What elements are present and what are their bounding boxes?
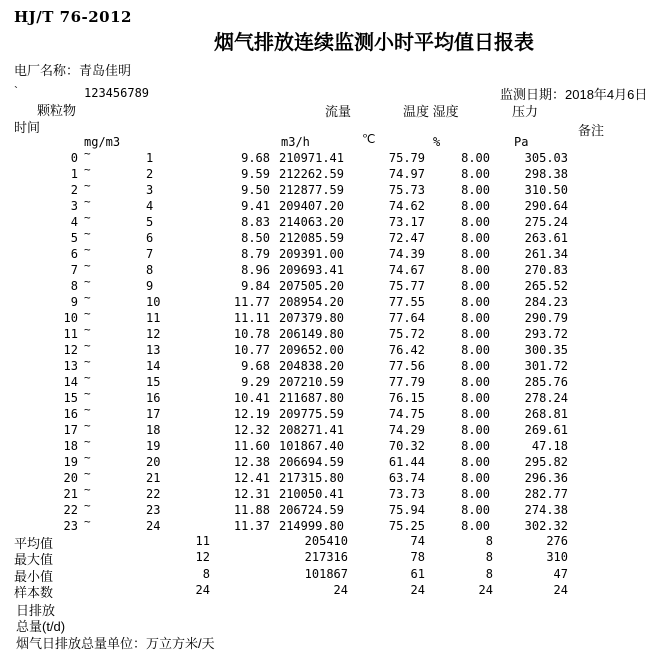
table-row	[0, 387, 664, 406]
hour-start: 23	[63, 519, 78, 533]
summary-humidity-value: 8	[485, 550, 493, 565]
tilde-mark: ~	[84, 515, 91, 528]
hour-end: 21	[146, 471, 161, 485]
tilde-mark: ~	[84, 387, 91, 400]
humidity-value: 8.00	[461, 391, 490, 405]
flow-value: 212262.59	[278, 167, 344, 181]
table-row	[0, 323, 664, 342]
tilde-mark: ~	[84, 227, 91, 240]
col-header-pressure: 压力	[512, 104, 539, 119]
table-row	[0, 403, 664, 422]
tilde-mark: ~	[84, 307, 91, 320]
hour-end: 4	[146, 199, 154, 213]
hour-end: 19	[146, 439, 161, 453]
col-header-time: 时间	[14, 120, 41, 135]
pm-value: 8.96	[241, 263, 270, 277]
flow-value: 214063.20	[278, 215, 344, 229]
hour-start: 17	[63, 423, 78, 437]
hour-start: 6	[70, 247, 78, 261]
report-title: 烟气排放连续监测小时平均值日报表	[214, 32, 534, 54]
pressure-value: 274.38	[524, 503, 568, 517]
col-header-particulate: 颗粒物	[37, 103, 77, 118]
hour-end: 15	[146, 375, 161, 389]
pm-value: 12.41	[233, 471, 270, 485]
table-row	[0, 179, 664, 198]
hour-end: 11	[146, 311, 161, 325]
hour-end: 5	[146, 215, 154, 229]
pressure-value: 305.03	[524, 151, 568, 165]
humidity-value: 8.00	[461, 471, 490, 485]
pm-value: 9.68	[241, 359, 270, 373]
humidity-value: 8.00	[461, 503, 490, 517]
pressure-value: 301.72	[524, 359, 568, 373]
humidity-value: 8.00	[461, 327, 490, 341]
pm-value: 9.29	[241, 375, 270, 389]
table-row	[0, 243, 664, 262]
humidity-value: 8.00	[461, 487, 490, 501]
tilde-mark: ~	[84, 339, 91, 352]
summary-pm-value: 11	[195, 534, 210, 548]
tilde-mark: ~	[84, 291, 91, 304]
pm-value: 12.38	[233, 455, 270, 469]
table-row	[0, 467, 664, 486]
temp-value: 75.72	[388, 327, 425, 341]
hour-end: 12	[146, 327, 161, 341]
humidity-value: 8.00	[461, 519, 490, 533]
table-row	[0, 195, 664, 214]
humidity-value: 8.00	[461, 375, 490, 389]
summary-label: 最大值	[14, 552, 54, 568]
summary-pm-value: 24	[195, 583, 210, 598]
summary-temp-value: 24	[410, 583, 425, 598]
hour-end: 3	[146, 183, 154, 197]
humidity-value: 8.00	[461, 407, 490, 421]
pressure-value: 284.23	[524, 295, 568, 309]
temp-value: 76.42	[388, 343, 425, 357]
flow-value: 209693.41	[278, 263, 344, 277]
table-row	[0, 451, 664, 470]
temp-value: 77.64	[388, 311, 425, 325]
summary-row	[0, 566, 664, 582]
table-row	[0, 259, 664, 278]
summary-pressure-value: 310	[546, 550, 568, 565]
hour-end: 18	[146, 423, 161, 437]
temp-value: 74.67	[388, 263, 425, 277]
hour-end: 2	[146, 167, 154, 181]
flow-value: 211687.80	[278, 391, 344, 405]
flow-value: 212085.59	[278, 231, 344, 245]
col-header-flow: 流量	[325, 104, 352, 119]
table-row	[0, 435, 664, 454]
table-row	[0, 163, 664, 182]
flow-value: 212877.59	[278, 183, 344, 197]
humidity-value: 8.00	[461, 423, 490, 437]
table-row	[0, 291, 664, 310]
temp-value: 77.56	[388, 359, 425, 373]
flow-value: 206149.80	[278, 327, 344, 341]
pressure-value: 275.24	[524, 215, 568, 229]
summary-temp-value: 78	[410, 550, 425, 565]
humidity-value: 8.00	[461, 183, 490, 197]
temp-value: 74.29	[388, 423, 425, 437]
hour-start: 7	[70, 263, 78, 277]
tilde-mark: ~	[84, 243, 91, 256]
summary-flow-value: 101867	[304, 566, 348, 581]
summary-humidity-value: 8	[485, 534, 493, 548]
table-row	[0, 339, 664, 358]
monitor-date: 监测日期：2018年4月6日	[500, 87, 648, 102]
temp-value: 75.79	[388, 151, 425, 165]
tilde-mark: ~	[84, 179, 91, 192]
temp-value: 75.94	[388, 503, 425, 517]
flow-value: 208954.20	[278, 295, 344, 309]
hour-end: 14	[146, 359, 161, 373]
hour-end: 8	[146, 263, 154, 277]
hour-end: 22	[146, 487, 161, 501]
col-header-remark: 备注	[578, 123, 605, 138]
temp-value: 74.75	[388, 407, 425, 421]
summary-label: 最小值	[14, 568, 54, 584]
pressure-value: 298.38	[524, 167, 568, 181]
unit-humidity: %	[433, 135, 441, 149]
pressure-value: 263.61	[524, 231, 568, 245]
temp-value: 70.32	[388, 439, 425, 453]
temp-value: 75.73	[388, 183, 425, 197]
pm-value: 11.77	[233, 295, 270, 309]
pm-value: 11.11	[233, 311, 270, 325]
flow-value: 214999.80	[278, 519, 344, 533]
pm-value: 9.84	[241, 279, 270, 293]
table-row	[0, 355, 664, 374]
temp-value: 77.79	[388, 375, 425, 389]
tilde-mark: ~	[84, 259, 91, 272]
hour-start: 9	[70, 295, 78, 309]
pm-value: 11.88	[233, 503, 270, 517]
pm-value: 10.77	[233, 343, 270, 357]
pm-value: 8.50	[241, 231, 270, 245]
flow-value: 206724.59	[278, 503, 344, 517]
table-row	[0, 483, 664, 502]
pm-value: 10.41	[233, 391, 270, 405]
hour-start: 0	[70, 151, 78, 165]
flow-value: 210971.41	[278, 151, 344, 165]
summary-pm-value: 8	[202, 566, 210, 581]
summary-row	[0, 549, 664, 568]
hour-start: 21	[63, 487, 78, 501]
temp-value: 76.15	[388, 391, 425, 405]
hour-start: 5	[70, 231, 78, 245]
flow-value: 204838.20	[278, 359, 344, 373]
summary-row	[0, 533, 664, 549]
hour-start: 19	[63, 455, 78, 469]
unit-pressure: Pa	[514, 135, 529, 149]
summary-pressure-value: 276	[546, 534, 568, 548]
humidity-value: 8.00	[461, 263, 490, 277]
flow-value: 210050.41	[278, 487, 344, 501]
pm-value: 9.68	[241, 151, 270, 165]
unit-temp: ℃	[362, 132, 376, 146]
tilde-mark: ~	[84, 275, 91, 288]
tilde-mark: ~	[84, 195, 91, 208]
summary-flow-value: 24	[333, 583, 348, 598]
temp-value: 61.44	[388, 455, 425, 469]
footer-total-unit: 总量(t/d)	[16, 619, 66, 634]
hour-end: 1	[146, 151, 154, 165]
hour-start: 4	[70, 215, 78, 229]
humidity-value: 8.00	[461, 279, 490, 293]
summary-humidity-value: 24	[478, 583, 493, 598]
pm-value: 9.59	[241, 167, 270, 181]
hourly-data-rows	[0, 147, 664, 534]
hour-end: 13	[146, 343, 161, 357]
temp-value: 75.25	[388, 519, 425, 533]
pm-value: 9.41	[241, 199, 270, 213]
flow-value: 207210.59	[278, 375, 344, 389]
tilde-mark: ~	[84, 355, 91, 368]
pm-value: 10.78	[233, 327, 270, 341]
hour-start: 2	[70, 183, 78, 197]
humidity-value: 8.00	[461, 359, 490, 373]
pm-value: 11.60	[233, 439, 270, 453]
hour-start: 11	[63, 327, 78, 341]
tilde-mark: ~	[84, 323, 91, 336]
hour-start: 20	[63, 471, 78, 485]
flow-value: 101867.40	[278, 439, 344, 453]
hour-start: 3	[70, 199, 78, 213]
hour-end: 23	[146, 503, 161, 517]
temp-value: 72.47	[388, 231, 425, 245]
humidity-value: 8.00	[461, 231, 490, 245]
tilde-mark: ~	[84, 435, 91, 448]
temp-value: 73.17	[388, 215, 425, 229]
pressure-value: 261.34	[524, 247, 568, 261]
humidity-value: 8.00	[461, 247, 490, 261]
humidity-value: 8.00	[461, 199, 490, 213]
table-row	[0, 499, 664, 518]
humidity-value: 8.00	[461, 167, 490, 181]
summary-pm-value: 12	[195, 550, 210, 565]
hour-start: 13	[63, 359, 78, 373]
pm-value: 12.32	[233, 423, 270, 437]
summary-flow-value: 205410	[304, 534, 348, 548]
hour-end: 7	[146, 247, 154, 261]
flow-value: 206694.59	[278, 455, 344, 469]
summary-row	[0, 582, 664, 601]
table-row	[0, 211, 664, 230]
pressure-value: 47.18	[531, 439, 568, 453]
tilde-mark: ~	[84, 419, 91, 432]
hour-end: 10	[146, 295, 161, 309]
temp-value: 77.55	[388, 295, 425, 309]
pm-value: 11.37	[233, 519, 270, 533]
humidity-value: 8.00	[461, 439, 490, 453]
flow-value: 209391.00	[278, 247, 344, 261]
pm-value: 9.50	[241, 183, 270, 197]
hour-end: 20	[146, 455, 161, 469]
summary-rows	[0, 533, 664, 599]
hour-end: 9	[146, 279, 154, 293]
summary-flow-value: 217316	[304, 550, 348, 565]
pressure-value: 300.35	[524, 343, 568, 357]
hour-start: 18	[63, 439, 78, 453]
temp-value: 74.39	[388, 247, 425, 261]
hour-end: 17	[146, 407, 161, 421]
tilde-mark: ~	[84, 163, 91, 176]
flow-value: 209775.59	[278, 407, 344, 421]
summary-pressure-value: 24	[553, 583, 568, 598]
summary-humidity-value: 8	[485, 566, 493, 581]
pressure-value: 278.24	[524, 391, 568, 405]
hour-start: 8	[70, 279, 78, 293]
tilde-mark: ~	[84, 211, 91, 224]
hour-start: 1	[70, 167, 78, 181]
humidity-value: 8.00	[461, 295, 490, 309]
footer-flue-gas-unit: 烟气日排放总量单位：万立方米/天	[16, 636, 215, 651]
pressure-value: 302.32	[524, 519, 568, 533]
hour-start: 12	[63, 343, 78, 357]
hour-start: 15	[63, 391, 78, 405]
standard-code: HJ/T 76-2012	[14, 8, 132, 26]
pm-value: 12.31	[233, 487, 270, 501]
flow-value: 209652.00	[278, 343, 344, 357]
pm-value: 8.83	[241, 215, 270, 229]
tilde-mark: ~	[84, 483, 91, 496]
humidity-value: 8.00	[461, 215, 490, 229]
pressure-value: 293.72	[524, 327, 568, 341]
hour-start: 10	[63, 311, 78, 325]
hour-end: 6	[146, 231, 154, 245]
footer-daily-emission: 日排放	[16, 603, 56, 618]
summary-label: 样本数	[14, 585, 54, 601]
tilde-mark: ~	[84, 451, 91, 464]
flow-value: 209407.20	[278, 199, 344, 213]
temp-value: 74.97	[388, 167, 425, 181]
tilde-mark: ~	[84, 499, 91, 512]
summary-temp-value: 61	[410, 566, 425, 581]
flow-value: 217315.80	[278, 471, 344, 485]
stray-mark: `	[14, 84, 18, 98]
hour-end: 16	[146, 391, 161, 405]
pressure-value: 265.52	[524, 279, 568, 293]
table-row	[0, 147, 664, 166]
pressure-value: 269.61	[524, 423, 568, 437]
summary-temp-value: 74	[410, 534, 425, 548]
table-row	[0, 515, 664, 534]
summary-label: 平均值	[14, 536, 54, 551]
summary-pressure-value: 47	[553, 566, 568, 581]
table-row	[0, 275, 664, 294]
plant-name-line: 电厂名称：青岛佳明	[14, 63, 132, 78]
pressure-value: 290.64	[524, 199, 568, 213]
pressure-value: 268.81	[524, 407, 568, 421]
pressure-value: 295.82	[524, 455, 568, 469]
temp-value: 73.73	[388, 487, 425, 501]
flow-value: 207379.80	[278, 311, 344, 325]
hour-start: 14	[63, 375, 78, 389]
table-row	[0, 307, 664, 326]
pressure-value: 310.50	[524, 183, 568, 197]
table-row	[0, 419, 664, 438]
unit-flow: m3/h	[281, 135, 310, 149]
pressure-value: 270.83	[524, 263, 568, 277]
hour-end: 24	[146, 519, 161, 533]
flow-value: 208271.41	[278, 423, 344, 437]
table-row	[0, 227, 664, 246]
pressure-value: 285.76	[524, 375, 568, 389]
temp-value: 63.74	[388, 471, 425, 485]
hour-start: 22	[63, 503, 78, 517]
humidity-value: 8.00	[461, 455, 490, 469]
pressure-value: 290.79	[524, 311, 568, 325]
humidity-value: 8.00	[461, 151, 490, 165]
unit-pm: mg/m3	[84, 135, 121, 149]
pressure-value: 296.36	[524, 471, 568, 485]
temp-value: 75.77	[388, 279, 425, 293]
tilde-mark: ~	[84, 147, 91, 160]
table-row	[0, 371, 664, 390]
humidity-value: 8.00	[461, 343, 490, 357]
tilde-mark: ~	[84, 371, 91, 384]
col-header-temp-humidity: 温度 湿度	[403, 104, 459, 119]
serial-number: 123456789	[84, 86, 150, 100]
tilde-mark: ~	[84, 403, 91, 416]
humidity-value: 8.00	[461, 311, 490, 325]
pressure-value: 282.77	[524, 487, 568, 501]
temp-value: 74.62	[388, 199, 425, 213]
tilde-mark: ~	[84, 467, 91, 480]
pm-value: 8.79	[241, 247, 270, 261]
hour-start: 16	[63, 407, 78, 421]
pm-value: 12.19	[233, 407, 270, 421]
flow-value: 207505.20	[278, 279, 344, 293]
